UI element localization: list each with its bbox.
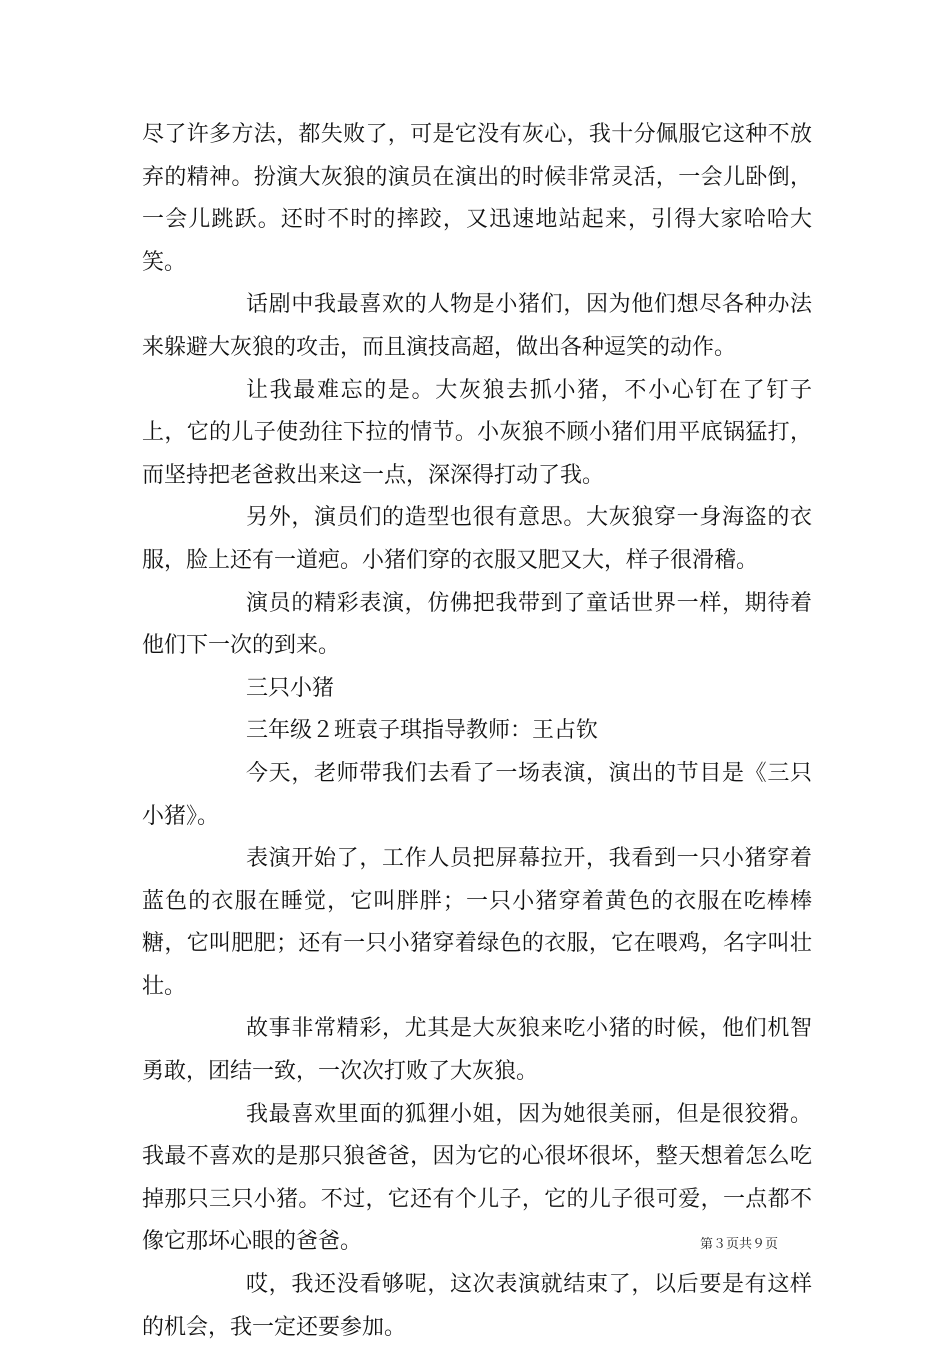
paragraph: 今天，老师带我们去看了一场表演，演出的节目是《三只小猪》。 (142, 760, 812, 829)
section-title: 三只小猪 (246, 675, 335, 701)
paragraph: 哎，我还没看够呢，这次表演就结束了，以后要是有这样的机会，我一定还要参加。 (142, 1272, 812, 1340)
paragraph: 演员的精彩表演，仿佛把我带到了童话世界一样，期待着他们下一次的到来。 (142, 590, 812, 659)
document-body (142, 114, 812, 1349)
page-number: 第３页共９页 (700, 1237, 779, 1252)
paragraph: 我最喜欢里面的狐狸小姐，因为她很美丽，但是很狡猾。我最不喜欢的是那只狼爸爸，因为它的心很坏很坏，整天想着怎么吃掉那只三只小猪。不过，它还有个儿子，它的儿子很可爱，一点都不像它那坏心眼的爸爸。 (142, 1101, 812, 1255)
paragraph: 另外，演员们的造型也很有意思。大灰狼穿一身海盗的衣服，脸上还有一道疤。小猪们穿的衣服又肥又大，样子很滑稽。 (142, 505, 812, 573)
paragraph: 表演开始了，工作人员把屏幕拉开，我看到一只小猪穿着蓝色的衣服在睡觉，它叫胖胖；一只小猪穿着黄色的衣服在吃棒棒糖，它叫肥肥；还有一只小猪穿着绿色的衣服，它在喂鸡，名字叫壮壮。 (142, 846, 812, 999)
paragraph: 话剧中我最喜欢的人物是小猪们，因为他们想尽各种办法来躲避大灰狼的攻击，而且演技高超，做出各种逗笑的动作。 (142, 292, 812, 360)
paragraph: 故事非常精彩，尤其是大灰狼来吃小猪的时候，他们机智勇敢，团结一致，一次次打败了大灰狼。 (142, 1016, 812, 1085)
paragraph: 尽了许多方法，都失败了，可是它没有灰心，我十分佩服它这种不放弃的精神。扮演大灰狼的演员在演出的时候非常灵活，一会儿卧倒，一会儿跳跃。还时不时的摔跤，又迅速地站起来，引得大家哈哈大笑。 (142, 122, 812, 275)
paragraph: 让我最难忘的是。大灰狼去抓小猪，不小心钉在了钉子上，它的儿子使劲往下拉的情节。小灰狼不顾小猪们用平底锅猛打，而坚持把老爸救出来这一点，深深得打动了我。 (142, 377, 812, 488)
author-line: 三年级２班袁子琪指导教师：王占钦 (246, 718, 599, 744)
